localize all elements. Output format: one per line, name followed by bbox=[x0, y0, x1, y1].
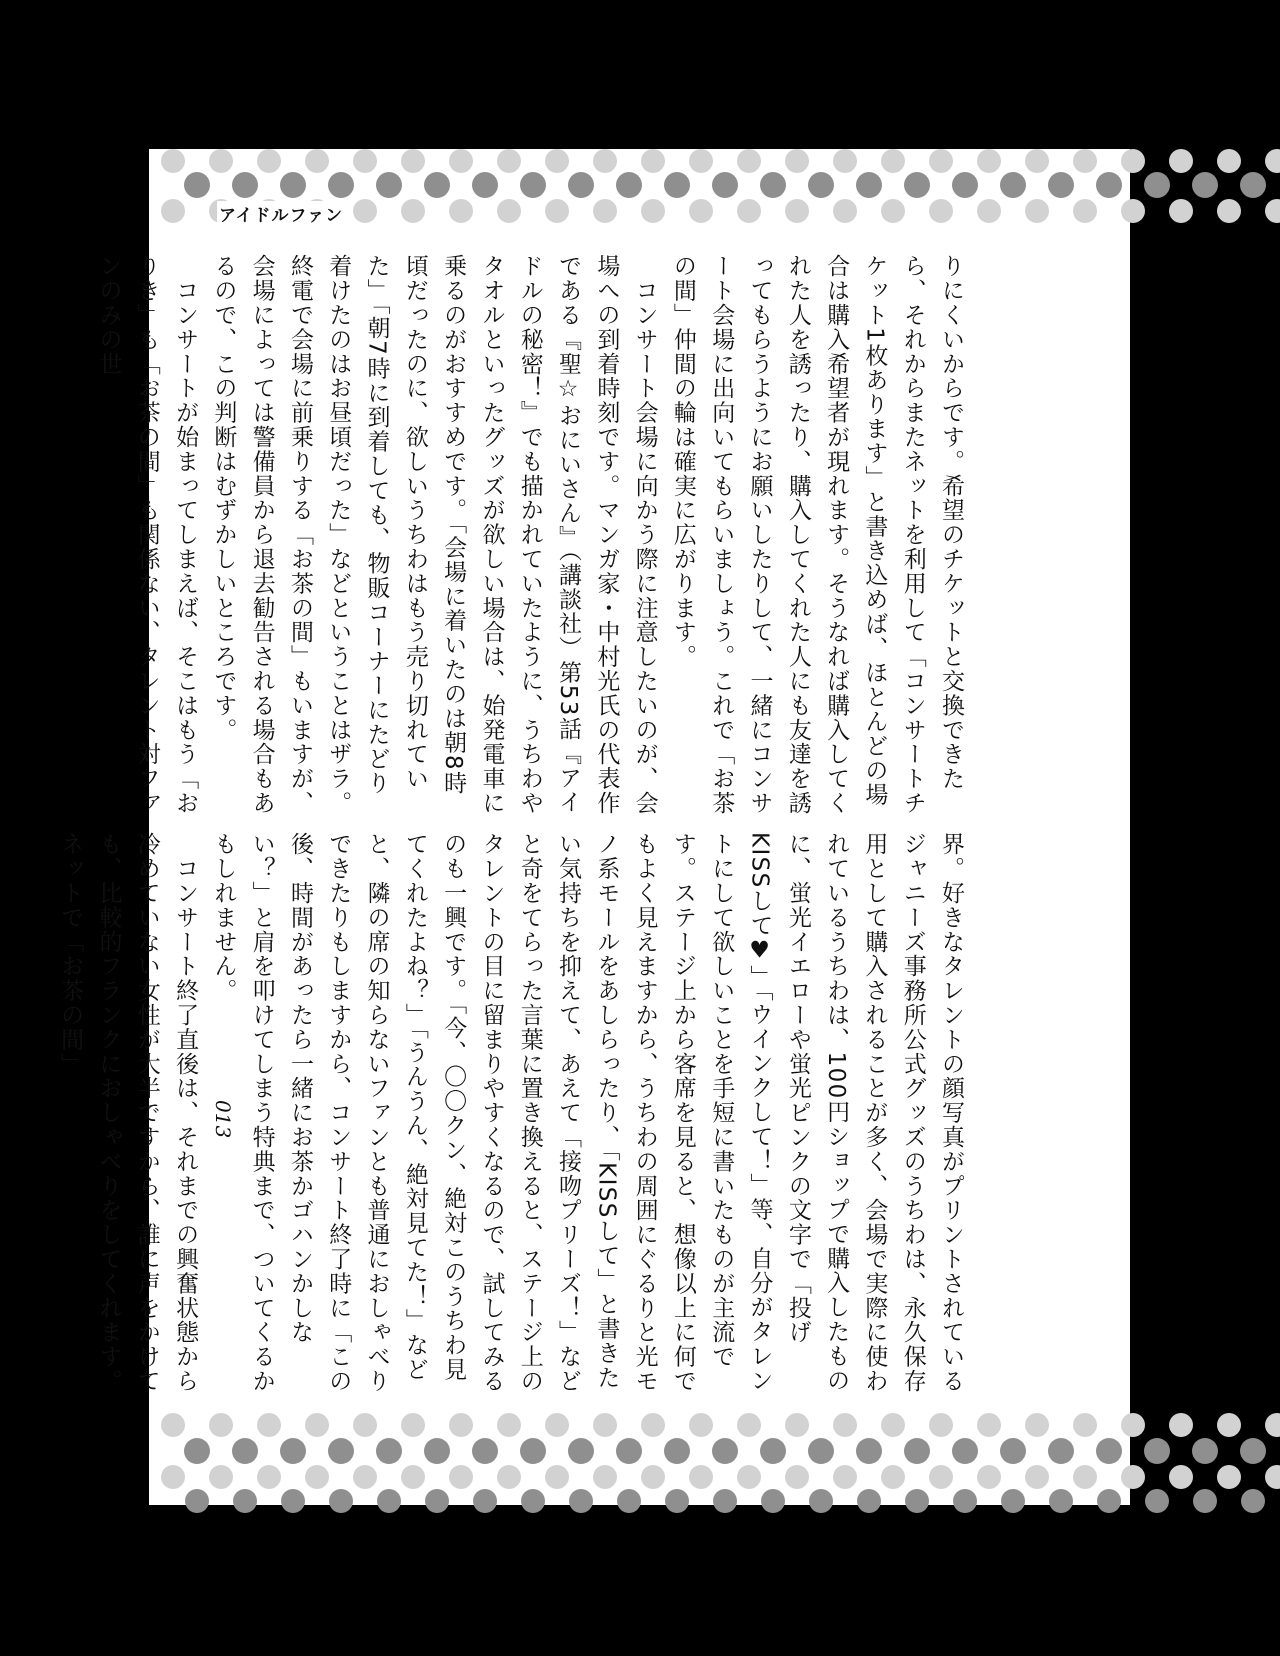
polka-dot bbox=[809, 1489, 833, 1513]
page-number: 013 bbox=[211, 1097, 235, 1141]
polka-dot bbox=[1217, 199, 1241, 223]
polka-dot bbox=[856, 172, 882, 198]
paragraph: 界。好きなタレントの顔写真がプリントされているジャニーズ事務所公式グッズのうちわは、永久保存用として購入されることが多く、会場で実際に使われているうちわは、100円ショップで購入したものに、蛍光イエローや蛍光ピンクの文字で「投げKISSして♥」「ウインクして！」等、自分がタレントにして欲しいことを手短に書いたものが主流です。ステージ上から客席を見ると、想像以上に何でもよく見えますから、うちわの周囲にぐるりと光モノ系モールをあしらったり、「KISSして」と書きたい気持ちを抑えて、あえて「接吻プリーズ！」などと奇をてらった言葉に置き換えると、ステージ上のタレントの目に留まりやすくなるので、試してみるのも一興です。「今、〇〇クン、絶対このうちわ見てくれたよね？」「うんうん、絶対見てた！」などと、隣の席の知らないファンとも普通におしゃべりできたりもしますから、コンサート終了時に「この後、時間があったら一緒にお茶かゴハンかしない？」と肩を叩けてしまう特典まで、ついてくるかもしれません。 bbox=[210, 832, 964, 1394]
polka-dot bbox=[233, 1489, 257, 1513]
polka-dot bbox=[1169, 199, 1193, 223]
polka-dot bbox=[881, 1413, 905, 1437]
polka-dot bbox=[929, 199, 953, 223]
polka-dot bbox=[1073, 199, 1097, 223]
polka-dot bbox=[977, 1465, 1001, 1489]
polka-dot bbox=[617, 1489, 641, 1513]
polka-dot bbox=[1217, 1465, 1241, 1489]
polka-dot bbox=[257, 149, 281, 173]
polka-dot bbox=[1144, 1438, 1170, 1464]
polka-dot bbox=[929, 149, 953, 173]
polka-dot bbox=[305, 149, 329, 173]
polka-dot bbox=[641, 149, 665, 173]
polka-dot bbox=[353, 1413, 377, 1437]
polka-dot bbox=[184, 172, 210, 198]
polka-dot bbox=[833, 149, 857, 173]
polka-dot bbox=[449, 149, 473, 173]
polka-dot bbox=[1121, 1465, 1145, 1489]
polka-dot bbox=[1265, 149, 1280, 173]
polka-dot bbox=[1241, 1489, 1265, 1513]
polka-dot bbox=[1000, 172, 1026, 198]
polka-dot bbox=[833, 1465, 857, 1489]
polka-dot bbox=[952, 1438, 978, 1464]
polka-dot bbox=[161, 1413, 185, 1437]
polka-dot bbox=[785, 1413, 809, 1437]
polka-dot bbox=[376, 172, 402, 198]
polka-dot bbox=[1240, 172, 1266, 198]
polka-dot bbox=[808, 1438, 834, 1464]
polka-dot bbox=[881, 199, 905, 223]
polka-dot bbox=[401, 149, 425, 173]
paragraph: りにくいからです。希望のチケットと交換できたら、それからまたネットを利用して「コンサートチケット1枚あります」と書き込めば、ほとんどの場合は購入希望者が現れます。そうなれば購入してくれた人を誘ったり、購入してくれた人にも友達を誘ってもらうようにお願いしたりして、一緒にコンサート会場に出向いてもらいましょう。これで「お茶の間」仲間の輪は確実に広がります。 bbox=[669, 254, 964, 816]
polka-dot bbox=[1121, 149, 1145, 173]
polka-dot bbox=[1169, 1413, 1193, 1437]
polka-dot bbox=[1073, 1465, 1097, 1489]
polka-dot bbox=[952, 172, 978, 198]
polka-dot bbox=[905, 1489, 929, 1513]
polka-dot bbox=[664, 1438, 690, 1464]
polka-dot bbox=[665, 1489, 689, 1513]
polka-dot bbox=[472, 1438, 498, 1464]
polka-dot bbox=[689, 199, 713, 223]
polka-dot bbox=[401, 1465, 425, 1489]
polka-dot bbox=[904, 1438, 930, 1464]
polka-dot bbox=[281, 1489, 305, 1513]
polka-dot bbox=[568, 1438, 594, 1464]
polka-dot bbox=[1097, 1489, 1121, 1513]
polka-dot bbox=[929, 1413, 953, 1437]
polka-dot bbox=[929, 1465, 953, 1489]
polka-dot bbox=[664, 172, 690, 198]
polka-dot bbox=[568, 172, 594, 198]
polka-dot bbox=[1240, 1438, 1266, 1464]
polka-dot bbox=[1025, 149, 1049, 173]
polka-dot bbox=[280, 1438, 306, 1464]
polka-dot bbox=[377, 1489, 401, 1513]
polka-dot bbox=[1145, 1489, 1169, 1513]
polka-dot bbox=[1096, 172, 1122, 198]
polka-dot bbox=[472, 172, 498, 198]
polka-dot bbox=[1048, 1438, 1074, 1464]
polka-dot bbox=[1073, 1413, 1097, 1437]
polka-dot bbox=[280, 172, 306, 198]
polka-dot bbox=[1025, 1465, 1049, 1489]
polka-dot bbox=[209, 1413, 233, 1437]
polka-dot bbox=[545, 149, 569, 173]
polka-dot bbox=[1048, 172, 1074, 198]
polka-dot bbox=[376, 1438, 402, 1464]
polka-dot bbox=[616, 1438, 642, 1464]
polka-dot bbox=[232, 1438, 258, 1464]
polka-dot bbox=[209, 149, 233, 173]
polka-dot bbox=[424, 1438, 450, 1464]
polka-dot bbox=[1049, 1489, 1073, 1513]
polka-dot bbox=[473, 1489, 497, 1513]
polka-dot bbox=[1217, 149, 1241, 173]
polka-dot bbox=[545, 199, 569, 223]
polka-dot bbox=[1192, 1438, 1218, 1464]
polka-dot bbox=[184, 1438, 210, 1464]
polka-dot bbox=[641, 199, 665, 223]
polka-dot bbox=[881, 1465, 905, 1489]
polka-dot bbox=[712, 1438, 738, 1464]
polka-dot bbox=[449, 199, 473, 223]
polka-dot bbox=[353, 1465, 377, 1489]
polka-dot bbox=[1121, 199, 1145, 223]
polka-dot-band-bottom bbox=[149, 1407, 1130, 1505]
polka-dot bbox=[185, 1489, 209, 1513]
polka-dot bbox=[161, 1465, 185, 1489]
polka-dot bbox=[497, 199, 521, 223]
polka-dot bbox=[521, 1489, 545, 1513]
polka-dot bbox=[1192, 172, 1218, 198]
polka-dot bbox=[737, 149, 761, 173]
polka-dot bbox=[737, 1465, 761, 1489]
polka-dot bbox=[1144, 172, 1170, 198]
polka-dot bbox=[425, 1489, 449, 1513]
polka-dot bbox=[737, 1413, 761, 1437]
polka-dot bbox=[1096, 1438, 1122, 1464]
polka-dot bbox=[689, 149, 713, 173]
polka-dot bbox=[1000, 1438, 1026, 1464]
polka-dot bbox=[1121, 1413, 1145, 1437]
polka-dot bbox=[833, 199, 857, 223]
polka-dot bbox=[760, 172, 786, 198]
polka-dot-band-top bbox=[149, 149, 1130, 244]
polka-dot bbox=[977, 199, 1001, 223]
polka-dot bbox=[161, 149, 185, 173]
polka-dot bbox=[593, 1465, 617, 1489]
polka-dot bbox=[881, 149, 905, 173]
polka-dot bbox=[833, 1413, 857, 1437]
paragraph: コンサート会場に向かう際に注意したいのが、会場への到着時刻です。マンガ家・中村光氏の代表作である『聖☆おにいさん』（講談社）第53話『アイドルの秘密！』でも描かれていたように、うちわやタオルといったグッズが欲しい場合は、始発電車に乗るのがおすすめです。「会場に着いたのは朝8時頃だったのに、欲しいうちわはもう売り切れていた」「朝7時に到着しても、物販コーナーにたどり着けたのはお昼頃だった」などということはザラ。終電で会場に前乗りする「お茶の間」もいますが、会場によっては警備員から退去勧告される場合もあるので、この判断はむずかしいところです。 bbox=[210, 254, 658, 816]
polka-dot bbox=[353, 149, 377, 173]
polka-dot bbox=[1001, 1489, 1025, 1513]
polka-dot bbox=[593, 149, 617, 173]
polka-dot bbox=[424, 172, 450, 198]
polka-dot bbox=[1169, 1465, 1193, 1489]
polka-dot bbox=[857, 1489, 881, 1513]
polka-dot bbox=[1265, 1413, 1280, 1437]
polka-dot bbox=[904, 172, 930, 198]
polka-dot bbox=[737, 199, 761, 223]
polka-dot bbox=[593, 199, 617, 223]
polka-dot bbox=[785, 199, 809, 223]
book-page bbox=[57, 149, 1130, 1505]
polka-dot bbox=[616, 172, 642, 198]
polka-dot bbox=[1217, 1413, 1241, 1437]
polka-dot bbox=[1169, 149, 1193, 173]
polka-dot bbox=[808, 172, 834, 198]
polka-dot bbox=[977, 1413, 1001, 1437]
polka-dot bbox=[977, 149, 1001, 173]
polka-dot bbox=[401, 199, 425, 223]
polka-dot bbox=[520, 1438, 546, 1464]
polka-dot bbox=[712, 172, 738, 198]
running-header: アイドルファン bbox=[217, 201, 345, 226]
polka-dot bbox=[1193, 1489, 1217, 1513]
paragraph: コンサートが始まってしまえば、そこはもう「おりき」も「お茶の間」も関係ない、タレント対ファンのみの世 bbox=[95, 254, 199, 816]
polka-dot bbox=[785, 149, 809, 173]
polka-dot bbox=[545, 1465, 569, 1489]
polka-dot bbox=[1025, 199, 1049, 223]
polka-dot bbox=[305, 1413, 329, 1437]
polka-dot bbox=[257, 1465, 281, 1489]
polka-dot bbox=[689, 1465, 713, 1489]
polka-dot bbox=[1073, 149, 1097, 173]
polka-dot bbox=[328, 172, 354, 198]
polka-dot bbox=[328, 1438, 354, 1464]
polka-dot bbox=[545, 1413, 569, 1437]
polka-dot bbox=[713, 1489, 737, 1513]
polka-dot bbox=[785, 1465, 809, 1489]
polka-dot bbox=[497, 149, 521, 173]
polka-dot bbox=[689, 1413, 713, 1437]
polka-dot bbox=[760, 1438, 786, 1464]
polka-dot bbox=[209, 1465, 233, 1489]
polka-dot bbox=[641, 1465, 665, 1489]
upper-text-block bbox=[95, 254, 970, 816]
polka-dot bbox=[520, 172, 546, 198]
polka-dot bbox=[401, 1413, 425, 1437]
polka-dot bbox=[257, 1413, 281, 1437]
polka-dot bbox=[856, 1438, 882, 1464]
polka-dot bbox=[1265, 1465, 1280, 1489]
polka-dot bbox=[761, 1489, 785, 1513]
polka-dot bbox=[953, 1489, 977, 1513]
paragraph: コンサート終了直後は、それまでの興奮状態から冷めていない女性が大半ですから、誰に声をかけても、比較的フランクにおしゃべりをしてくれます。ネットで「お茶の間」 bbox=[57, 832, 199, 1394]
polka-dot bbox=[497, 1413, 521, 1437]
polka-dot bbox=[1265, 199, 1280, 223]
polka-dot bbox=[329, 1489, 353, 1513]
polka-dot bbox=[161, 199, 185, 223]
polka-dot bbox=[641, 1413, 665, 1437]
polka-dot bbox=[449, 1465, 473, 1489]
polka-dot bbox=[305, 1465, 329, 1489]
polka-dot bbox=[1025, 1413, 1049, 1437]
polka-dot bbox=[497, 1465, 521, 1489]
polka-dot bbox=[593, 1413, 617, 1437]
polka-dot bbox=[232, 172, 258, 198]
polka-dot bbox=[449, 1413, 473, 1437]
polka-dot bbox=[569, 1489, 593, 1513]
polka-dot bbox=[353, 199, 377, 223]
